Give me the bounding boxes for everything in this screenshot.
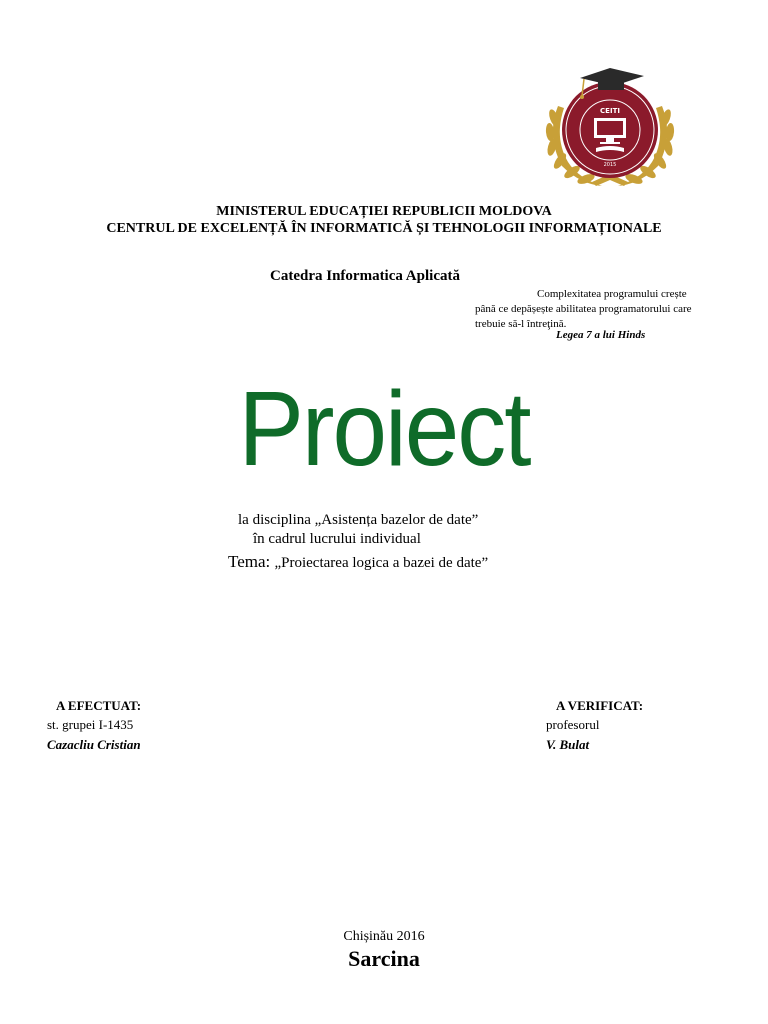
institution-heading: CENTRUL DE EXCELENȚĂ ÎN INFORMATICĂ ȘI TEHNOLOGII INFORMAȚIONALE: [106, 221, 662, 236]
topic-label: Tema:: [228, 552, 275, 571]
ministry-heading: MINISTERUL EDUCAȚIEI REPUBLICII MOLDOVA: [216, 204, 552, 219]
department-name: Catedra Informatica Aplicată: [270, 268, 460, 284]
logo-year-text: 2015: [603, 162, 617, 168]
author-heading: A EFECTUAT:: [56, 698, 142, 713]
ceiti-logo: [540, 66, 680, 192]
ceiti-seal-graphic: [540, 66, 680, 192]
reviewer-name: V. Bulat: [546, 737, 590, 752]
next-section-heading: Sarcina: [348, 946, 420, 971]
quote-line: trebuie să-l întreţină.: [475, 318, 567, 330]
quote-line: Complexitatea programului crește: [537, 288, 687, 300]
reviewer-heading: A VERIFICAT:: [556, 698, 644, 713]
discipline-line: la disciplina „Asistența bazelor de date”: [238, 512, 479, 528]
topic-value: „Proiectarea logica a bazei de date”: [274, 555, 489, 571]
quote-line: până ce depășește abilitatea programatorului care: [475, 303, 692, 315]
epigraph-quote: [475, 287, 721, 332]
reviewer-title: profesorul: [546, 717, 600, 732]
work-type-line: în cadrul lucrului individual: [253, 531, 421, 547]
city-year: Chișinău 2016: [343, 929, 425, 944]
author-name: Cazacliu Cristian: [47, 737, 141, 752]
logo-name-text: CEITI: [600, 107, 620, 115]
quote-author: Legea 7 a lui Hinds: [556, 329, 646, 341]
author-group: st. grupei I-1435: [47, 717, 134, 732]
topic-line: [228, 552, 488, 572]
document-title: Proiect: [238, 369, 530, 488]
